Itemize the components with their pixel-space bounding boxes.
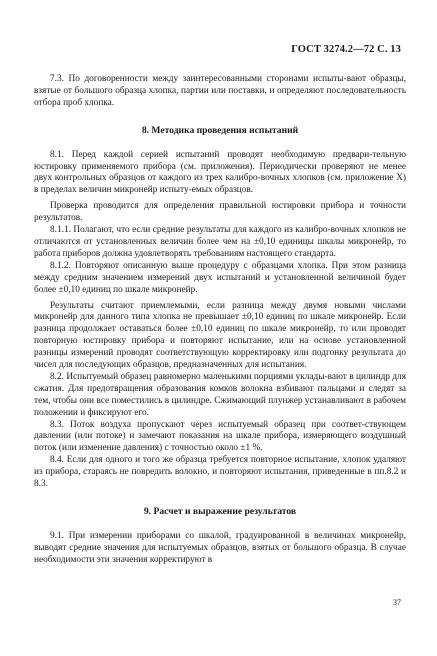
paragraph-9-1: 9.1. При измерении приборами со шкалой, градуированной в величинах микронейр, выводят средние значения для испытуемых образцов, взятых от большого образца. В случае необходимости эти значения корректируют в [34, 530, 406, 565]
section-8-title: 8. Методика проведения испытаний [141, 124, 299, 136]
document-body [34, 74, 406, 567]
paragraph-8-1-2: 8.1.2. Повторяют описанную выше процедуру с образцами хлопка. При этом разница между средним значением измерений двух испытаний и установленной величиной будет более ±0,10 единиц по шкале микронейр. [34, 260, 406, 295]
paragraph-8-4: 8.4. Если для одного и того же образца требуется повторное испытание, хлопок удаляют из прибора, стараясь не повредить волокно, и повторяют испытания, приведенные в пп.8.2 и 8.3. [34, 455, 406, 490]
paragraph-check: Проверка проводится для определения правильной юстировки прибора и точности результатов. [34, 201, 406, 224]
paragraph-results: Результаты считают приемлемыми, если разница между двумя новыми числами микронейр для данного типа хлопка не превышает ±0,10 единиц по шкале микронейр. Если разница продолжает оставаться более ±0,10 единиц по шкале микронейр, то или проводят повторную юстировку прибора и повторяют испытание, или на основе установленной разницы измерений проводят соответствующую корректировку или подгонку результата до чисел для последующих образцов, предназначенных для испытания. [34, 300, 406, 371]
paragraph-8-3: 8.3. Поток воздуха пропускают через испытуемый образец при соответ-ствующем давлении (или потоке) и замечают показания на шкале прибора, измеряющего воздушный поток (или изменение давления) с точностью около ±1 %. [34, 419, 406, 454]
paragraph-8-1-1: 8.1.1. Полагают, что если средние результаты для каждого из калибро-вочных хлопков не отличаются от установленных величин более чем на ±0,10 единицы шкалы микронейр, то работа приборов должна удовлетворять требованиям настоящего стандарта. [34, 225, 406, 259]
page-number: 37 [393, 598, 401, 607]
section-9-title: 9. Расчет и выражение результатов [143, 506, 297, 517]
paragraph-8-1: 8.1. Перед каждой серией испытаний проводят необходимую предвари-тельную юстировку применяемого прибора (см. приложения). Периодически проверяют не менее двух контрольных образцов от каждого из трех калибро-вочных хлопков (см. приложение Х) в пределах величин микронейр испыту-емых образцов. [34, 149, 406, 196]
standard-header: ГОСТ 3274.2—72 С. 13 [291, 44, 401, 55]
paragraph-7-3: 7.3. По договоренности между заинтересованными сторонами испыты-вают образцы, взятые от большого образца хлопка, партии или поставки, и определяют последовательность отбора проб хлопка. [34, 74, 406, 108]
paragraph-8-2: 8.2. Испытуемый образец равномерно маленькими порциями уклады-вают в цилиндр для сжатия. Для предотвращения образования комков волокна взбивают пальцами и следят за тем, чтобы они все поместились в цилиндре. Сжимающий плунжер устанавливают в рабочем положении и фиксируют его. [34, 371, 406, 418]
